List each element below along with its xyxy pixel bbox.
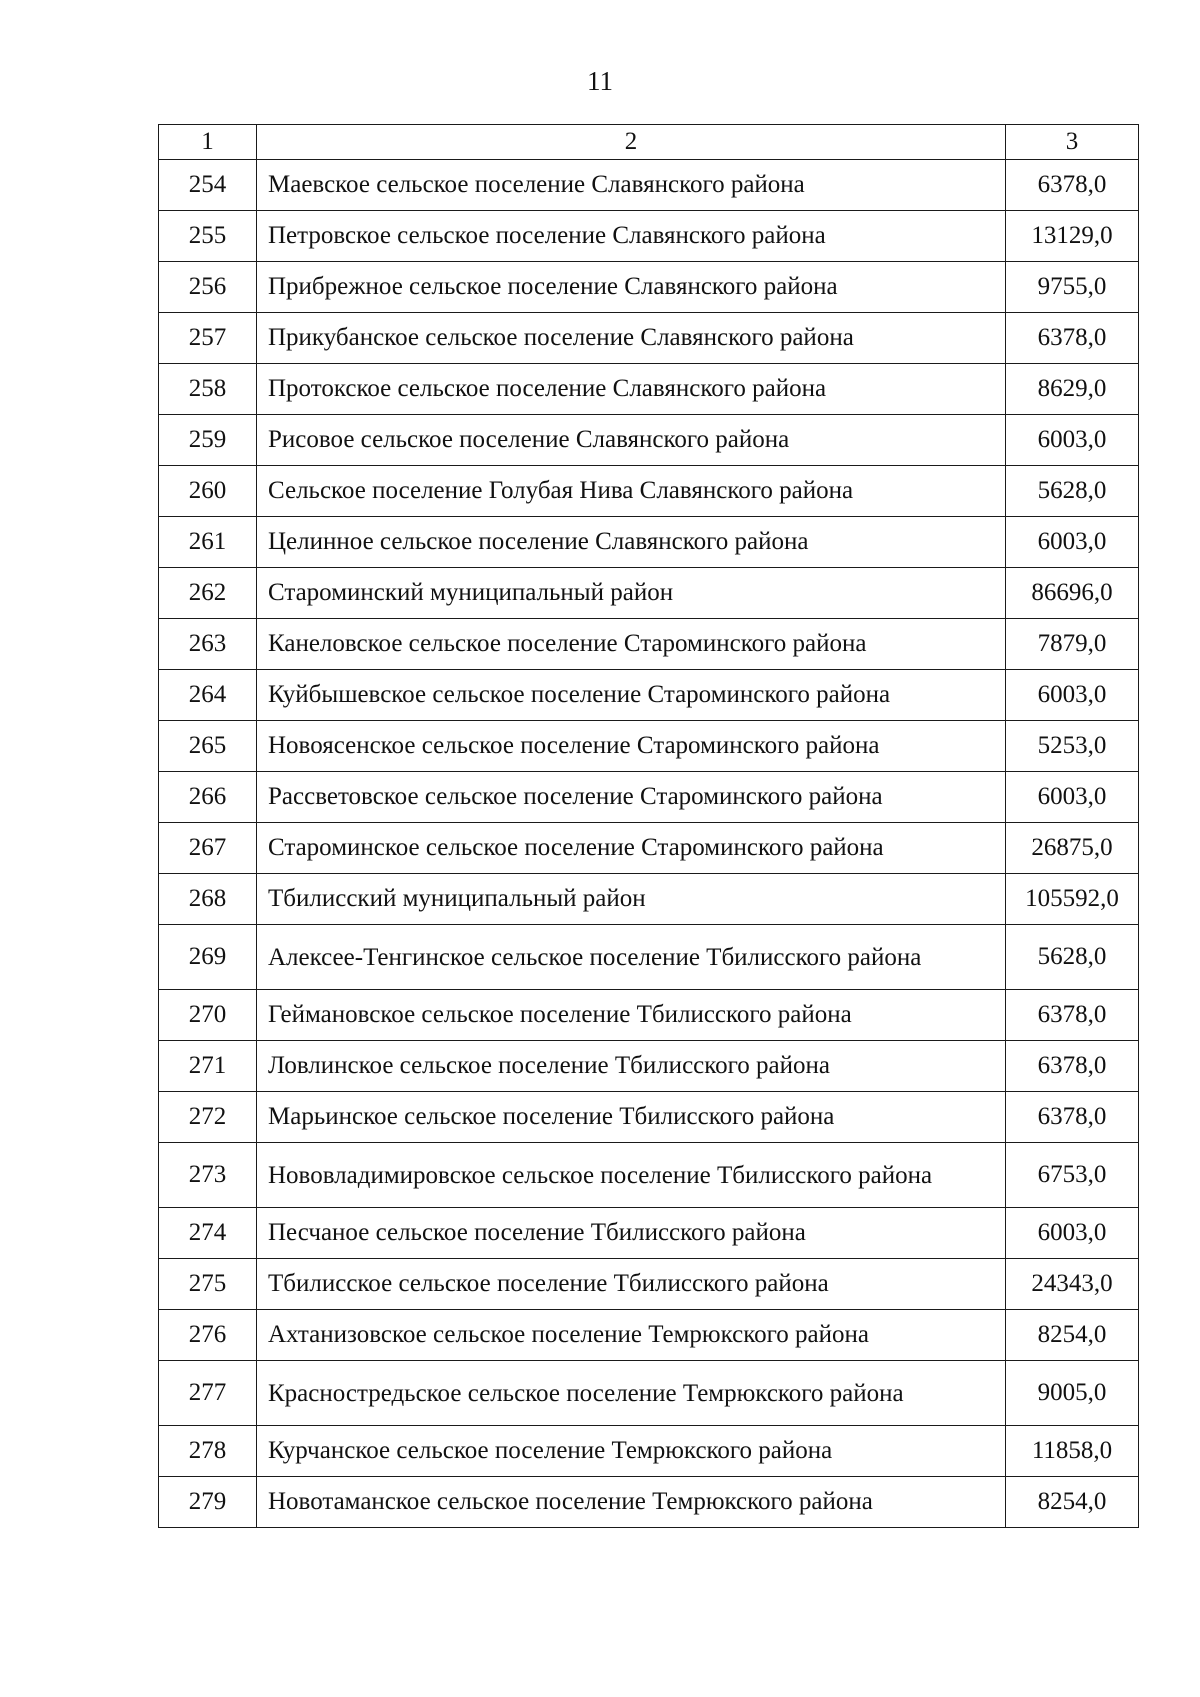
row-number-cell: 265 <box>159 721 257 772</box>
table-row <box>159 721 1139 772</box>
row-value-cell: 8629,0 <box>1006 364 1139 415</box>
row-name-cell: Протокское сельское поселение Славянского района <box>257 364 1006 415</box>
row-name-cell: Нововладимировское сельское поселение Тбилисского района <box>257 1143 1006 1208</box>
table-row <box>159 823 1139 874</box>
row-number-cell: 258 <box>159 364 257 415</box>
table-row <box>159 466 1139 517</box>
page-number: 11 <box>587 66 613 96</box>
row-value-cell: 9755,0 <box>1006 262 1139 313</box>
table-row <box>159 364 1139 415</box>
row-name-cell: Красностредьское сельское поселение Темрюкского района <box>257 1361 1006 1426</box>
row-number-cell: 270 <box>159 990 257 1041</box>
row-number-cell: 277 <box>159 1361 257 1426</box>
row-value-cell: 6378,0 <box>1006 1041 1139 1092</box>
row-number-cell: 255 <box>159 211 257 262</box>
table-row <box>159 1208 1139 1259</box>
header-cell-name: 2 <box>257 125 1006 160</box>
row-name-cell: Куйбышевское сельское поселение Староминского района <box>257 670 1006 721</box>
row-number-cell: 276 <box>159 1310 257 1361</box>
row-value-cell: 7879,0 <box>1006 619 1139 670</box>
table-row <box>159 1143 1139 1208</box>
row-number-cell: 256 <box>159 262 257 313</box>
row-value-cell: 5628,0 <box>1006 925 1139 990</box>
table-row <box>159 925 1139 990</box>
row-name-cell: Канеловское сельское поселение Староминского района <box>257 619 1006 670</box>
row-number-cell: 264 <box>159 670 257 721</box>
row-value-cell: 24343,0 <box>1006 1259 1139 1310</box>
row-number-cell: 259 <box>159 415 257 466</box>
row-value-cell: 6378,0 <box>1006 990 1139 1041</box>
row-value-cell: 105592,0 <box>1006 874 1139 925</box>
row-name-cell: Алексее-Тенгинское сельское поселение Тбилисского района <box>257 925 1006 990</box>
row-value-cell: 13129,0 <box>1006 211 1139 262</box>
table-row <box>159 568 1139 619</box>
table-row <box>159 772 1139 823</box>
row-value-cell: 6003,0 <box>1006 772 1139 823</box>
row-number-cell: 271 <box>159 1041 257 1092</box>
row-number-cell: 261 <box>159 517 257 568</box>
row-number-cell: 257 <box>159 313 257 364</box>
row-value-cell: 6003,0 <box>1006 415 1139 466</box>
table-header-row <box>159 125 1139 160</box>
row-name-cell: Целинное сельское поселение Славянского района <box>257 517 1006 568</box>
row-name-cell: Песчаное сельское поселение Тбилисского района <box>257 1208 1006 1259</box>
row-name-cell: Староминское сельское поселение Староминского района <box>257 823 1006 874</box>
row-name-cell: Тбилисское сельское поселение Тбилисского района <box>257 1259 1006 1310</box>
table-row <box>159 517 1139 568</box>
table-row <box>159 874 1139 925</box>
table-row <box>159 1092 1139 1143</box>
table-row <box>159 211 1139 262</box>
table-row <box>159 415 1139 466</box>
row-name-cell: Новотаманское сельское поселение Темрюкского района <box>257 1477 1006 1528</box>
row-number-cell: 260 <box>159 466 257 517</box>
table-row <box>159 990 1139 1041</box>
row-value-cell: 11858,0 <box>1006 1426 1139 1477</box>
row-value-cell: 26875,0 <box>1006 823 1139 874</box>
table-row <box>159 313 1139 364</box>
row-value-cell: 5253,0 <box>1006 721 1139 772</box>
row-number-cell: 266 <box>159 772 257 823</box>
table-row <box>159 1041 1139 1092</box>
row-value-cell: 8254,0 <box>1006 1477 1139 1528</box>
row-value-cell: 8254,0 <box>1006 1310 1139 1361</box>
row-value-cell: 6003,0 <box>1006 517 1139 568</box>
row-number-cell: 274 <box>159 1208 257 1259</box>
row-value-cell: 6003,0 <box>1006 670 1139 721</box>
row-name-cell: Прикубанское сельское поселение Славянского района <box>257 313 1006 364</box>
row-value-cell: 9005,0 <box>1006 1361 1139 1426</box>
table-row <box>159 1361 1139 1426</box>
row-name-cell: Маевское сельское поселение Славянского района <box>257 160 1006 211</box>
table-row <box>159 160 1139 211</box>
row-name-cell: Староминский муниципальный район <box>257 568 1006 619</box>
row-name-cell: Новоясенское сельское поселение Староминского района <box>257 721 1006 772</box>
table-row <box>159 262 1139 313</box>
row-value-cell: 86696,0 <box>1006 568 1139 619</box>
table-row <box>159 1259 1139 1310</box>
row-number-cell: 262 <box>159 568 257 619</box>
row-number-cell: 254 <box>159 160 257 211</box>
row-name-cell: Курчанское сельское поселение Темрюкского района <box>257 1426 1006 1477</box>
row-number-cell: 269 <box>159 925 257 990</box>
row-value-cell: 6378,0 <box>1006 160 1139 211</box>
row-value-cell: 6378,0 <box>1006 1092 1139 1143</box>
row-name-cell: Петровское сельское поселение Славянского района <box>257 211 1006 262</box>
row-number-cell: 272 <box>159 1092 257 1143</box>
header-cell-value: 3 <box>1006 125 1139 160</box>
row-name-cell: Сельское поселение Голубая Нива Славянского района <box>257 466 1006 517</box>
row-number-cell: 263 <box>159 619 257 670</box>
row-name-cell: Марьинское сельское поселение Тбилисского района <box>257 1092 1006 1143</box>
row-value-cell: 6753,0 <box>1006 1143 1139 1208</box>
row-name-cell: Тбилисский муниципальный район <box>257 874 1006 925</box>
row-name-cell: Геймановское сельское поселение Тбилисского района <box>257 990 1006 1041</box>
table-body <box>159 125 1139 1528</box>
table-row <box>159 670 1139 721</box>
row-name-cell: Прибрежное сельское поселение Славянского района <box>257 262 1006 313</box>
header-cell-number: 1 <box>159 125 257 160</box>
row-number-cell: 268 <box>159 874 257 925</box>
row-number-cell: 267 <box>159 823 257 874</box>
table-row <box>159 619 1139 670</box>
row-value-cell: 6003,0 <box>1006 1208 1139 1259</box>
row-name-cell: Ахтанизовское сельское поселение Темрюкского района <box>257 1310 1006 1361</box>
row-number-cell: 275 <box>159 1259 257 1310</box>
row-number-cell: 279 <box>159 1477 257 1528</box>
row-value-cell: 5628,0 <box>1006 466 1139 517</box>
allocation-table <box>158 124 1139 1528</box>
table-row <box>159 1426 1139 1477</box>
row-name-cell: Рассветовское сельское поселение Староминского района <box>257 772 1006 823</box>
table-row <box>159 1310 1139 1361</box>
row-name-cell: Рисовое сельское поселение Славянского района <box>257 415 1006 466</box>
table-row <box>159 1477 1139 1528</box>
row-name-cell: Ловлинское сельское поселение Тбилисского района <box>257 1041 1006 1092</box>
row-number-cell: 273 <box>159 1143 257 1208</box>
row-value-cell: 6378,0 <box>1006 313 1139 364</box>
row-number-cell: 278 <box>159 1426 257 1477</box>
